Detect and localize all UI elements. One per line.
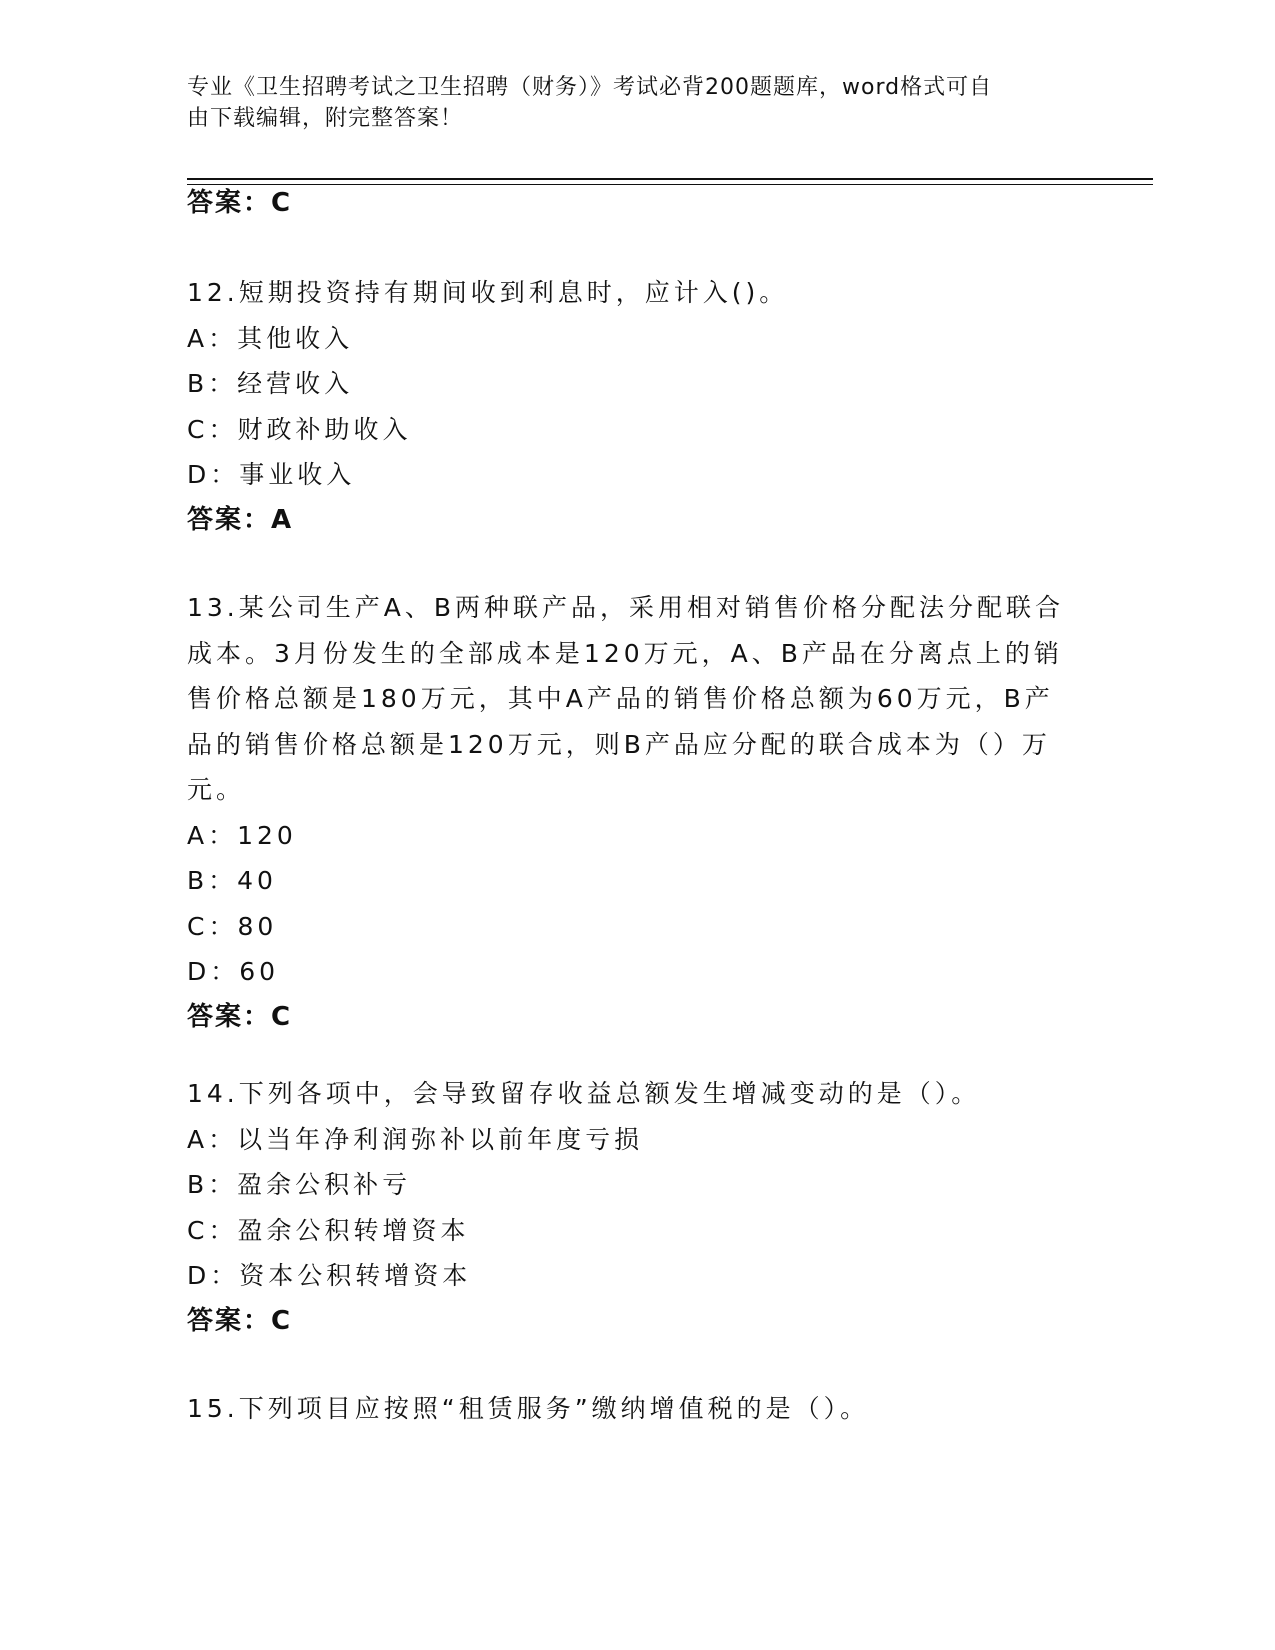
option-d: D：60 bbox=[187, 957, 280, 986]
document-header bbox=[187, 72, 1067, 134]
answer-label: 答案：A bbox=[187, 504, 294, 535]
question-stem-line-1: 13.某公司生产A、B两种联产品，采用相对销售价格分配法分配联合 bbox=[187, 593, 1065, 622]
option-c: C：80 bbox=[187, 911, 278, 941]
option-b: B：40 bbox=[187, 866, 277, 895]
question-12 bbox=[187, 270, 1087, 543]
question-stem: 15.下列项目应按照“租赁服务”缴纳增值税的是（）。 bbox=[187, 1394, 870, 1423]
question-15 bbox=[187, 1386, 1087, 1432]
header-line-2: 由下载编辑，附完整答案！ bbox=[187, 106, 464, 131]
question-stem-line-4: 品的销售价格总额是120万元，则B产品应分配的联合成本为（）万 bbox=[187, 729, 1051, 759]
option-d: D：事业收入 bbox=[187, 460, 356, 489]
option-c: C：盈余公积转增资本 bbox=[187, 1215, 470, 1245]
option-a: A：120 bbox=[187, 820, 297, 850]
question-stem-line-2: 成本。3月份发生的全部成本是120万元，A、B产品在分离点上的销 bbox=[187, 638, 1063, 668]
previous-answer-block bbox=[187, 181, 1087, 226]
option-c: C：财政补助收入 bbox=[187, 414, 412, 444]
option-a: A：以当年净利润弥补以前年度亏损 bbox=[187, 1124, 644, 1154]
question-14 bbox=[187, 1071, 1087, 1344]
question-stem: 14.下列各项中，会导致留存收益总额发生增减变动的是（）。 bbox=[187, 1079, 981, 1108]
question-stem-line-5: 元。 bbox=[187, 775, 246, 804]
option-b: B：经营收入 bbox=[187, 369, 354, 398]
question-stem-line-3: 售价格总额是180万元，其中A产品的销售价格总额为60万元，B产 bbox=[187, 684, 1054, 713]
option-d: D：资本公积转增资本 bbox=[187, 1261, 472, 1290]
answer-label: 答案：C bbox=[187, 188, 293, 218]
header-rule-thick bbox=[187, 178, 1153, 180]
answer-label: 答案：C bbox=[187, 1305, 293, 1336]
question-stem: 12.短期投资持有期间收到利息时，应计入()。 bbox=[187, 278, 789, 307]
option-a: A：其他收入 bbox=[187, 323, 354, 353]
answer-label: 答案：C bbox=[187, 1001, 293, 1032]
question-13 bbox=[187, 585, 1087, 1040]
header-line-1: 专业《卫生招聘考试之卫生招聘（财务）》考试必背200题题库，word格式可自 bbox=[187, 75, 993, 100]
option-b: B：盈余公积补亏 bbox=[187, 1170, 412, 1199]
